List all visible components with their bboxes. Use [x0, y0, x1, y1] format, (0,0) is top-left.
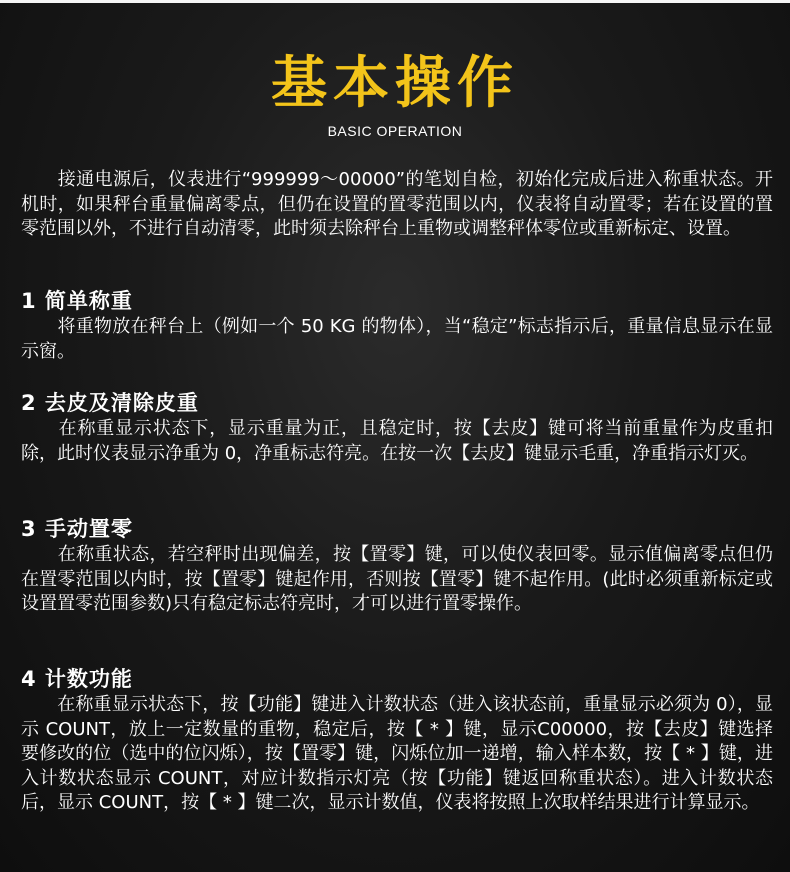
section-counting [21, 665, 773, 816]
top-border-line [0, 0, 790, 3]
section-body: 将重物放在秤台上（例如一个 50 KG 的物体），当“稳定”标志指示后，重量信息显示在显示窗。 [21, 316, 773, 362]
section-heading: 4 计数功能 [21, 667, 133, 691]
page-subtitle: BASIC OPERATION [327, 123, 463, 139]
section-heading: 1 简单称重 [21, 289, 133, 313]
section-tare [21, 389, 773, 466]
section-heading: 2 去皮及清除皮重 [21, 391, 199, 415]
section-heading: 3 手动置零 [21, 517, 133, 541]
section-body: 在称重显示状态下，显示重量为正，且稳定时，按【去皮】键可将当前重量作为皮重扣除，此时仪表显示净重为 0，净重标志符亮。在按一次【去皮】键显示毛重，净重指示灯灭。 [21, 418, 773, 464]
section-body: 在称重状态，若空秤时出现偏差，按【置零】键，可以使仪表回零。显示值偏离零点但仍在置零范围以内时，按【置零】键起作用，否则按【置零】键不起作用。(此时必须重新标定或设置置零范围参数)只有稳定标志符亮时，才可以进行置零操作。 [21, 544, 773, 614]
section-simple-weighing [21, 287, 773, 364]
intro-paragraph: 接通电源后，仪表进行“999999～00000”的笔划自检，初始化完成后进入称重状态。开机时，如果秤台重量偏离零点，但仍在设置的置零范围以内，仪表将自动置零；若在设置的置零范围以外，不进行自动清零，此时须去除秤台上重物或调整秤体零位或重新标定、设置。 [21, 169, 773, 239]
page-title: 基本操作 [271, 51, 519, 116]
section-body: 在称重显示状态下，按【功能】键进入计数状态（进入该状态前，重量显示必须为 0），显示 COUNT，放上一定数量的重物，稳定后，按【 * 】键，显示C00000，按【去皮】键选择要修改的位（选中的位闪烁），按【置零】键，闪烁位加一递增，输入样本数，按【 * 】键，进入计数状态显示 COUNT，对应计数指示灯亮（按【功能】键返回称重状态）。进入计数状态后，显示 COUNT，按【 * 】键二次，显示计数值，仪表将按照上次取样结果进行计算显示。 [21, 694, 773, 813]
section-manual-zero [21, 515, 773, 617]
